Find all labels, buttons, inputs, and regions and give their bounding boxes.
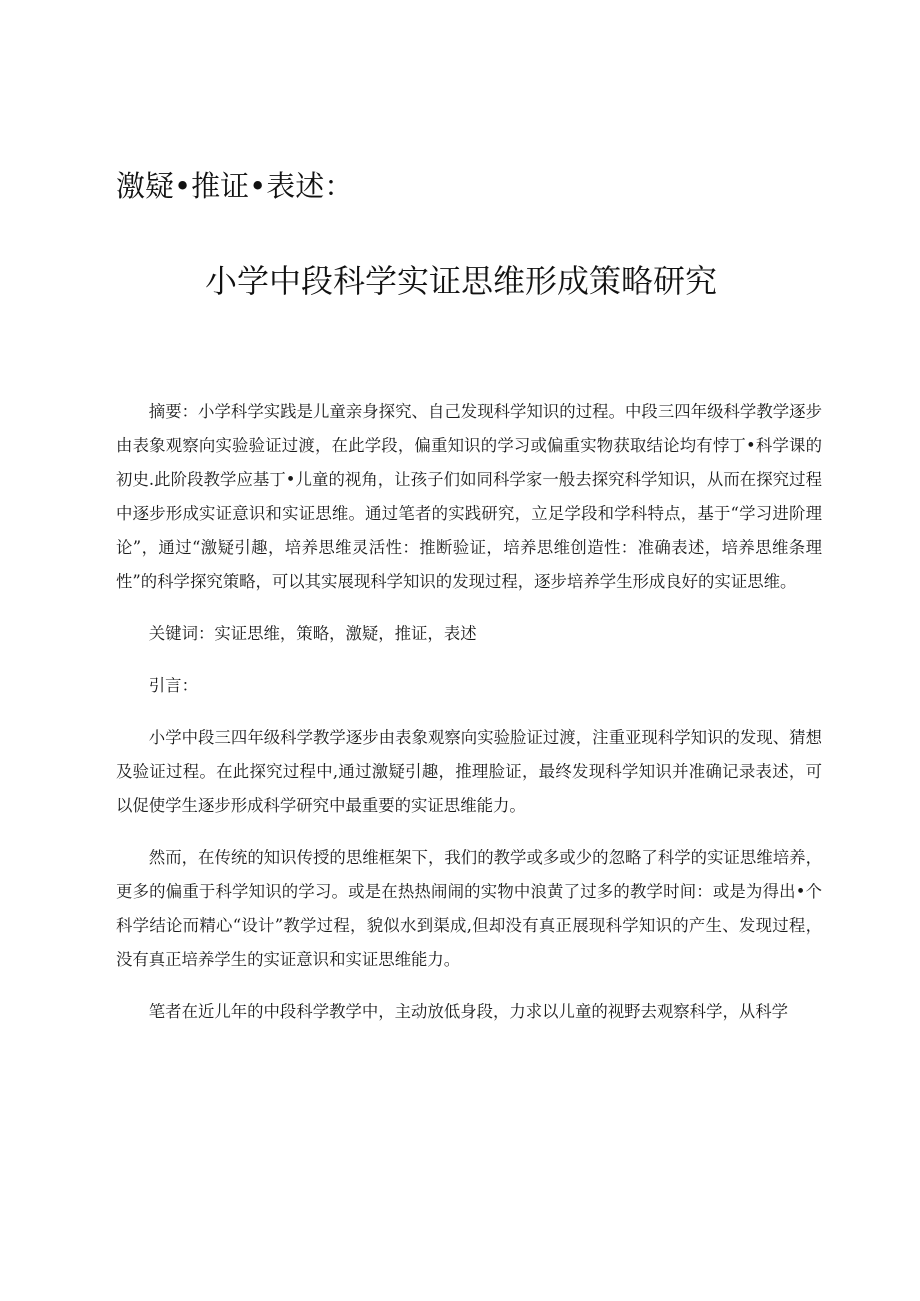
title-main: 激疑•推证•表述： [116, 169, 354, 203]
body-paragraph: 然而，在传统的知识传授的思维框架下，我们的教学或多或少的忽略了科学的实证思维培养，更多的偏重于科学知识的学习。或是在热热闹闹的实物中浪黄了过多的教学时间：或是为得出•个科学结论而精心“设计”教学过程，貌似水到渠成,但却没有真正展现科学知识的产生、发现过程，没有真正培养学生的实证意识和实证思维能力。 [116, 848, 822, 969]
keywords-line: 关键词：实证思维，策略，激疑，推证，表述 [148, 624, 477, 643]
body-paragraph: 笔者在近儿年的中段科学教学中，主动放低身段，力求以儿童的视野去观察科学，从科学 [148, 1002, 789, 1021]
abstract-paragraph: 摘要：小学科学实践是儿童亲身探究、自己发现科学知识的过程。中段三四年级科学教学逐步由表象观察向实验验证过渡，在此学段，偏重知识的学习或偏重实物获取结论均有悖丁•科学课的初史.此阶段教学应基丁•儿童的视角，让孩子们如同科学家一般去探究科学知识，从而在探究过程中逐步形成实证意识和实证思维。通过笔者的实践研究，立足学段和学科特点，基于“学习进阶理论”，通过“激疑引趣，培养思维灵活性：推断验证，培养思维创造性：准确表述，培养思维条理性”的科学探究策略，可以其实展现科学知识的发现过程，逐步培养学生形成良好的实证思维。 [116, 402, 822, 591]
body-paragraph: 小学中段三四年级科学教学逐步由表象观察向实验脸证过渡，注重亚现科学知识的发现、猜想及验证过程。在此探究过程中,通过激疑引趣，推理脸证，最终发现科学知识并准确记录表述，可以促使学生逐步形成科学研究中最重要的实证思维能力。 [116, 728, 822, 815]
title-subtitle: 小学中段科学实证思维形成策略研究 [205, 262, 718, 300]
introduction-label: 引言： [148, 676, 198, 695]
document-body [116, 395, 822, 1029]
